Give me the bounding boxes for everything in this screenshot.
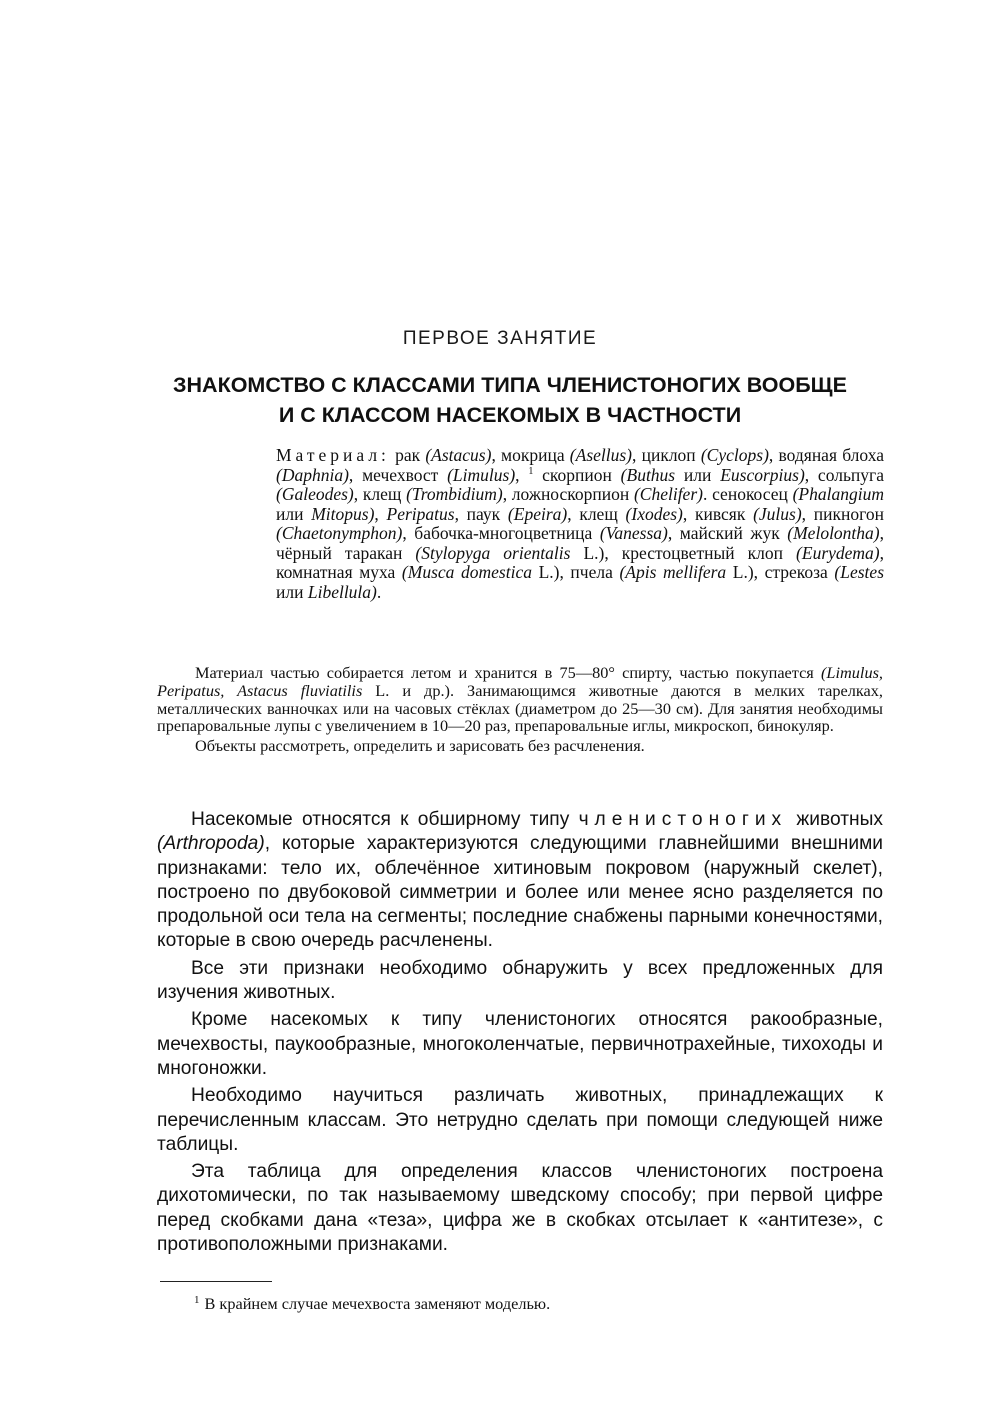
material-text: L.), стрекоза <box>726 562 835 582</box>
body-paragraph: Кроме насекомых к типу членистоногих относятся ракообразные, мечехвосты, паукообразные, многоколенчатые, первичнотрахейные, тихоходы и многоножки. <box>157 1009 883 1079</box>
material-text: , комнатная муха <box>276 542 884 582</box>
species-name: (Julus) <box>753 503 802 524</box>
material-text: , <box>515 464 529 485</box>
species-name: (Vanessa) <box>599 523 668 543</box>
species-name: (Eurydema) <box>796 542 880 563</box>
species-name: (Astacus) <box>425 445 492 465</box>
body-paragraph: Необходимо научиться различать животных, принадлежащих к перечисленным классам. Это нетрудно сделать при помощи следующей ниже таблицы. <box>157 1085 883 1155</box>
species-name: (Stylopyga orientalis <box>415 542 571 563</box>
material-text: , паук <box>454 503 508 524</box>
body-paragraph <box>157 808 883 954</box>
main-text <box>157 808 883 1260</box>
body-text: , которые характеризуются следующими главнейшими внешними признаками: тело их, облечённое хитиновым покровом (наружный скелет), построено по двубоковой симметрии и более или менее ясно разделяется по продольной оси тела на сегменты; последние снабжены парными конечностями, которые в свою очередь расчленены. <box>157 833 883 952</box>
spaced-term: членистоногих <box>578 809 788 830</box>
species-name: Peripatus <box>386 503 455 524</box>
material-text: , водяная блоха <box>768 445 884 465</box>
species-name: (Trombidium) <box>406 484 503 504</box>
material-text: , <box>374 503 387 524</box>
footnote-ref: 1 <box>528 465 534 477</box>
material-text: , майский жук <box>667 523 788 543</box>
species-name: (Lestes <box>834 562 884 582</box>
species-name: (Buthus <box>620 464 676 485</box>
material-text: , ложноскорпион <box>502 484 634 504</box>
material-text: L.), крестоцветный клоп <box>570 542 797 563</box>
material-text: , мокрица <box>491 445 570 465</box>
footnote-divider <box>160 1281 272 1282</box>
material-text: или <box>675 464 721 485</box>
notes-text: Материал частью собирается летом и хранится в 75—80° спирту, частью покупается <box>195 663 822 682</box>
body-paragraph: Все эти признаки необходимо обнаружить у всех предложенных для изучения животных. <box>157 957 883 1004</box>
species-name: Mitopus) <box>311 503 375 524</box>
material-list <box>276 446 884 602</box>
material-text: , пикногон <box>801 503 884 524</box>
material-text: , клещ <box>567 503 626 524</box>
species-name: (Galeodes) <box>276 484 354 504</box>
material-items <box>276 445 884 602</box>
species-name: (Epeira) <box>507 503 568 524</box>
material-text: , кивсяк <box>682 503 754 524</box>
material-text: , чёрный таракан <box>276 523 884 563</box>
material-text: L.), пчела <box>531 562 620 582</box>
species-name: (Apis mellifera <box>619 562 727 582</box>
material-text: , сольпуга <box>804 464 884 485</box>
species-name: (Limulus) <box>447 464 516 485</box>
preparation-notes <box>157 664 883 755</box>
footnote <box>194 1294 884 1314</box>
notes-species: (Limulus, Peripatus, Astacus fluviatilis <box>157 663 883 700</box>
body-text: Насекомые относятся к обширному типу <box>191 809 579 830</box>
species-name: (Chaetonymphon) <box>276 523 403 543</box>
material-text: , бабочка-многоцветница <box>402 523 600 543</box>
material-text: , циклоп <box>632 445 701 465</box>
species-name: Libellula) <box>307 581 377 602</box>
species-name: (Musca domestica <box>401 562 532 582</box>
material-text: . <box>376 581 382 602</box>
chapter-title <box>120 370 900 430</box>
material-text: рак <box>395 445 426 465</box>
material-text: , клещ <box>353 484 407 504</box>
material-text: скорпион <box>533 464 621 485</box>
species-name: (Phalangium <box>792 484 884 504</box>
notes-text: L. и др.). Занимающимся животные даются в мелких тарелках, металлических ванночках или на часовых стёклах (диаметром до 25—30 см). Для занятия необходимы препаровальные лупы с увеличением в 10—20 раз, препаровальные иглы, микроскоп, бинокуляр. <box>157 680 883 736</box>
chapter-title-line-1: ЗНАКОМСТВО С КЛАССАМИ ТИПА ЧЛЕНИСТОНОГИХ ВООБЩЕ <box>173 373 847 397</box>
footnote-mark: 1 <box>194 1293 200 1306</box>
material-text: или <box>276 581 308 602</box>
body-paragraph: Эта таблица для определения классов членистоногих построена дихотомически, по так называемому шведскому способу; при первой цифре перед скобками дана «теза», цифра же в скобках отсылает к «антитезе», с противоположными признаками. <box>157 1161 883 1256</box>
species-name: (Daphnia) <box>276 464 349 485</box>
footnote-text: В крайнем случае мечехвоста заменяют моделью. <box>204 1294 551 1313</box>
species-name: (Cyclops) <box>700 445 769 465</box>
material-text: или <box>276 503 312 524</box>
latin-term: (Arthropoda) <box>157 833 265 855</box>
notes-paragraph <box>157 664 883 735</box>
material-text: . сенокосец <box>702 484 793 504</box>
species-name: (Asellus) <box>569 445 633 465</box>
species-name: (Chelifer) <box>633 484 703 504</box>
chapter-title-line-2: И С КЛАССОМ НАСЕКОМЫХ В ЧАСТНОСТИ <box>278 403 742 427</box>
material-lead: Материал: <box>276 445 390 465</box>
lesson-label: ПЕРВОЕ ЗАНЯТИЕ <box>402 328 598 349</box>
body-text: животных <box>787 809 883 830</box>
species-name: (Melolontha) <box>787 523 880 543</box>
notes-objects-paragraph: Объекты рассмотреть, определить и зарисовать без расчленения. <box>195 736 645 756</box>
material-text: , мечехвост <box>348 464 448 485</box>
species-name: (Ixodes) <box>625 503 683 524</box>
species-name: Euscorpius) <box>720 464 805 485</box>
